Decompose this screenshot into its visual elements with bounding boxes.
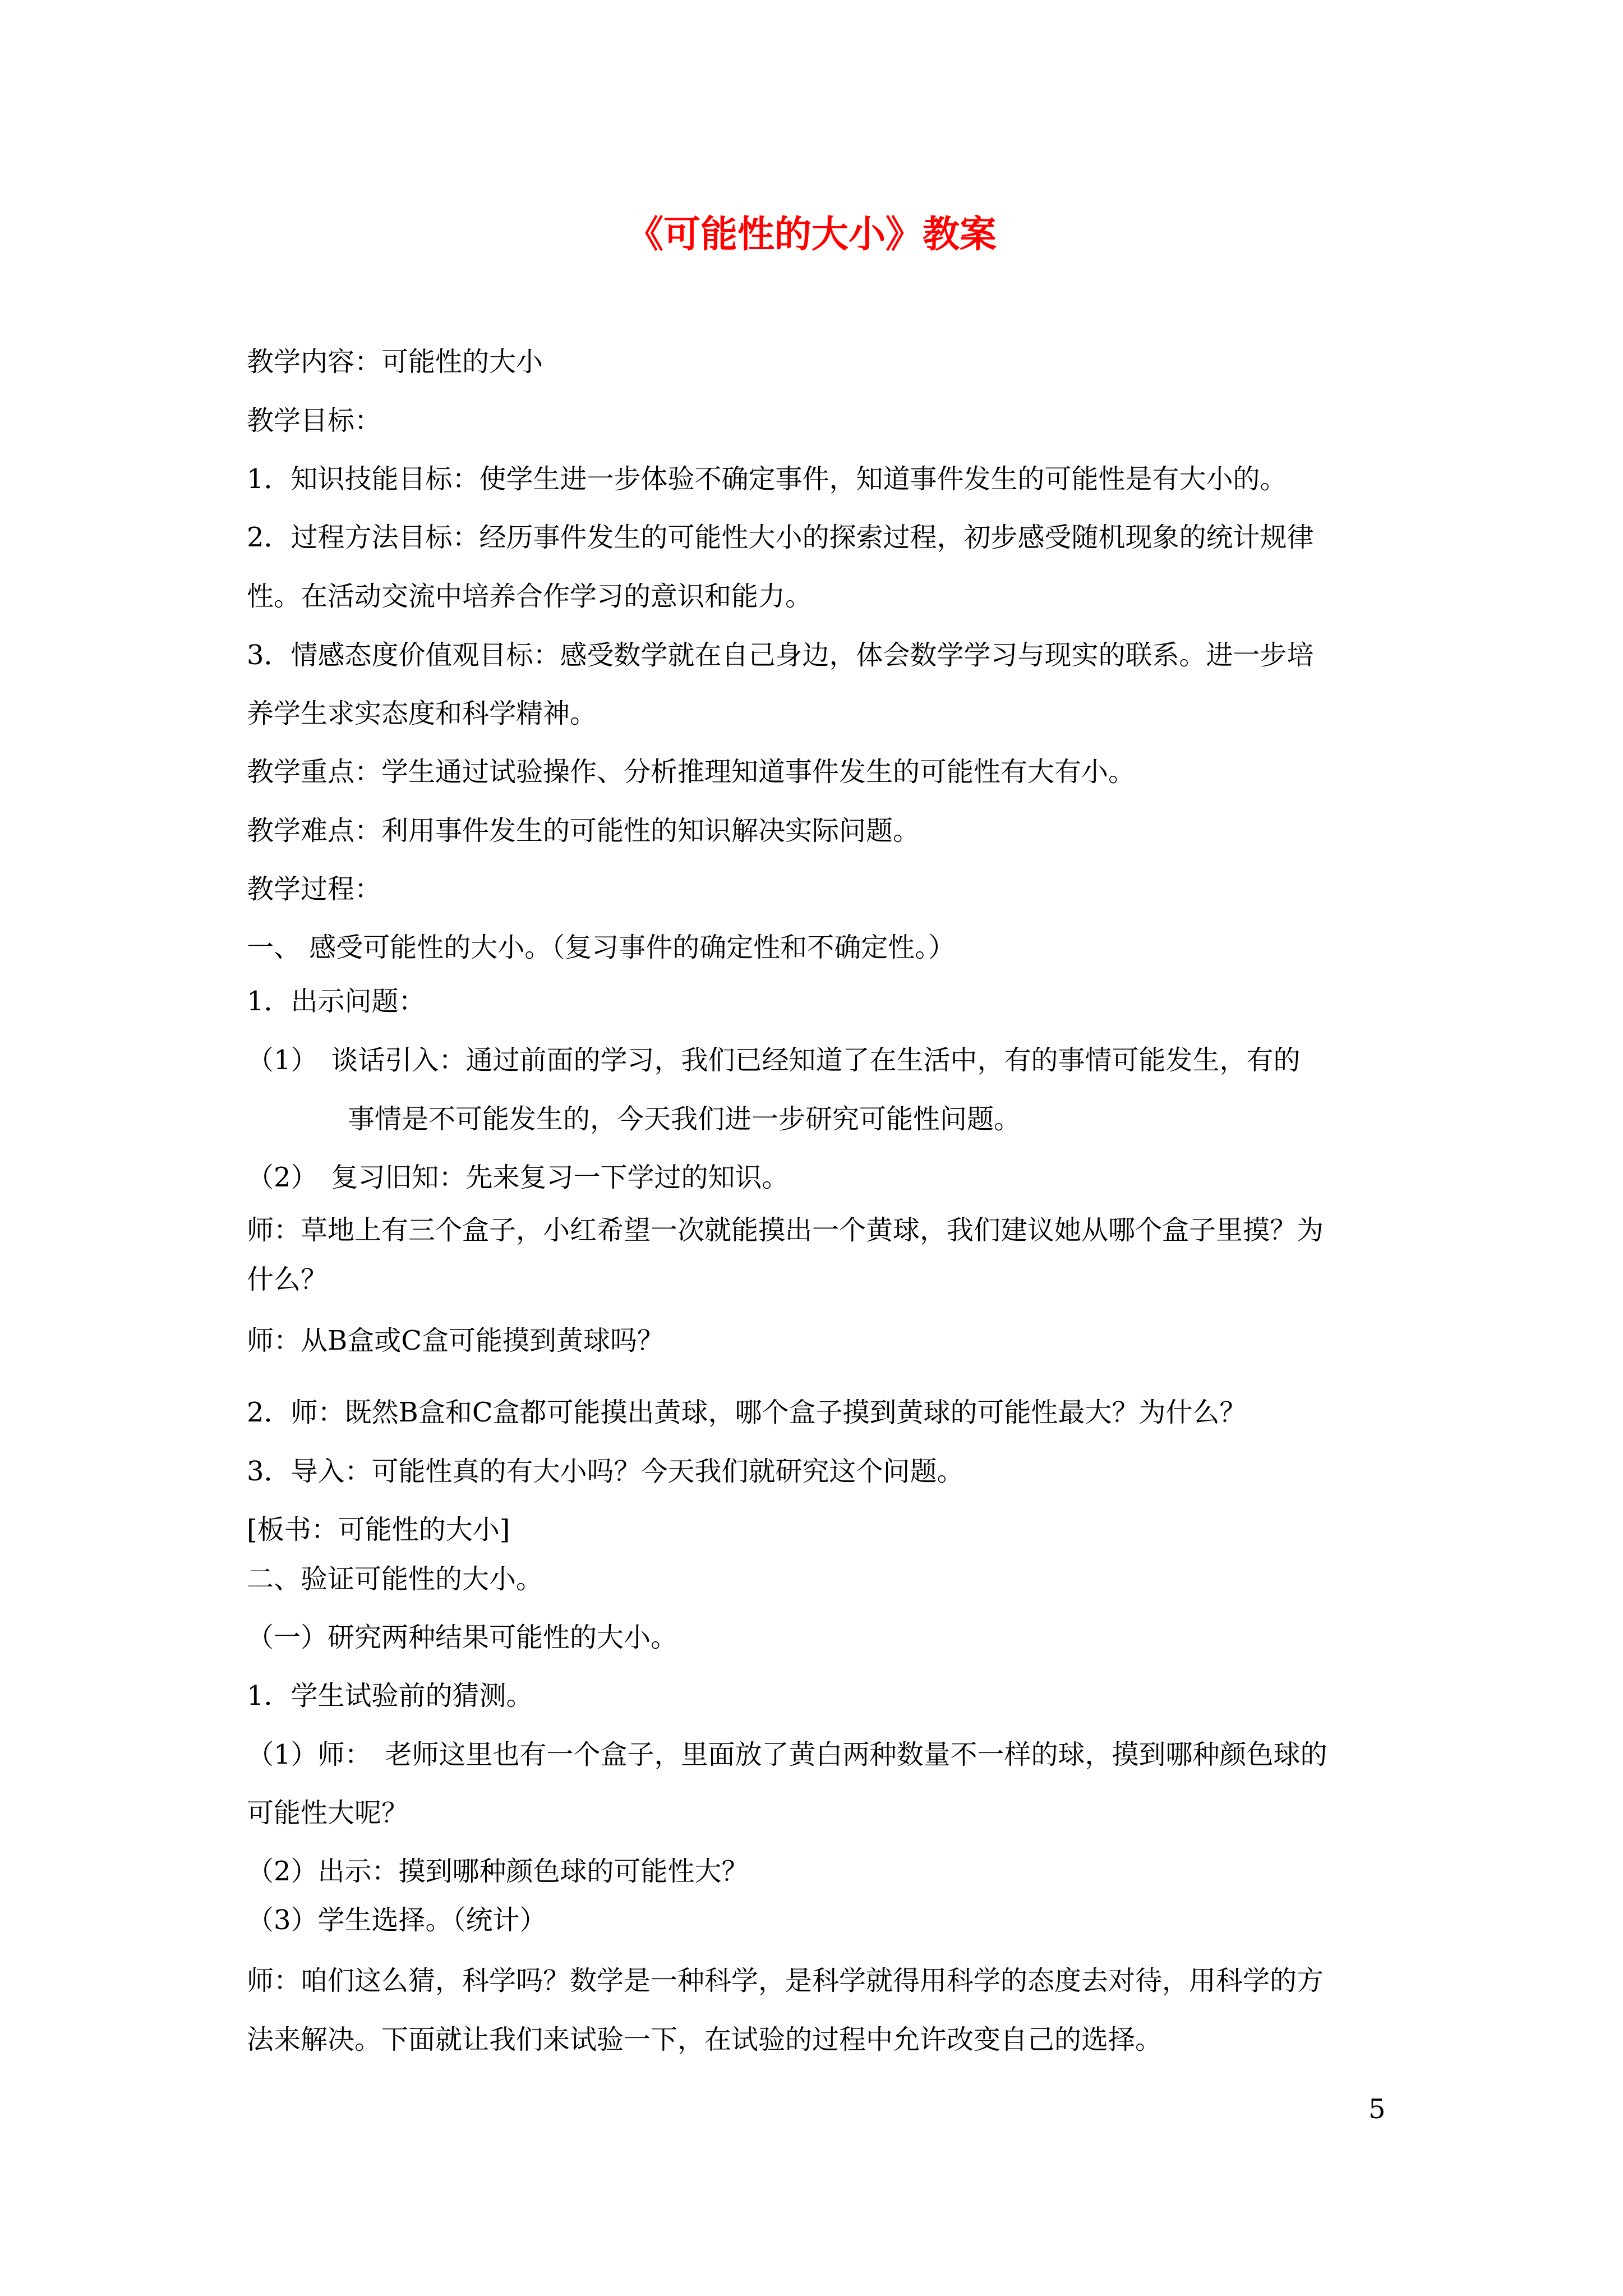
- text-line: 3．情感态度价值观目标：感受数学就在自己身边，体会数学学习与现实的联系。进一步培: [247, 639, 1314, 671]
- text-line: 1．学生试验前的猜测。: [247, 1680, 533, 1711]
- text-line: 师：从B盒或C盒可能摸到黄球吗？: [247, 1325, 665, 1356]
- text-line: 教学内容：可能性的大小: [247, 346, 543, 378]
- text-line: 1．出示问题：: [247, 986, 426, 1017]
- text-line: 教学目标：: [247, 405, 382, 436]
- text-line: 养学生求实态度和科学精神。: [247, 698, 597, 729]
- text-line: 师：草地上有三个盒子，小红希望一次就能摸出一个黄球，我们建议她从哪个盒子里摸？为: [247, 1214, 1324, 1246]
- document-title: 《可能性的大小》教案: [626, 212, 997, 256]
- text-line: 2．过程方法目标：经历事件发生的可能性大小的探索过程，初步感受随机现象的统计规律: [247, 522, 1314, 553]
- text-line: 师：咱们这么猜，科学吗？数学是一种科学，是科学就得用科学的态度去对待，用科学的方: [247, 1965, 1324, 1996]
- text-line: 2．师：既然B盒和C盒都可能摸出黄球，哪个盒子摸到黄球的可能性最大？为什么？: [247, 1397, 1247, 1428]
- text-line: 可能性大呢？: [247, 1797, 409, 1829]
- page-number: 5: [1368, 2093, 1386, 2125]
- text-line: 什么？: [247, 1264, 328, 1295]
- text-line: （2） 复习旧知：先来复习一下学过的知识。: [247, 1162, 789, 1193]
- text-line: 1．知识技能目标：使学生进一步体验不确定事件，知道事件发生的可能性是有大小的。: [247, 463, 1287, 495]
- section-heading: 二、验证可能性的大小。: [247, 1563, 543, 1595]
- text-line: 性。在活动交流中培养合作学习的意识和能力。: [247, 581, 813, 612]
- text-line: [板书：可能性的大小]: [247, 1514, 510, 1545]
- text-line: 法来解决。下面就让我们来试验一下，在试验的过程中允许改变自己的选择。: [247, 2024, 1163, 2055]
- section-heading: 一、 感受可能性的大小。（复习事件的确定性和不确定性。）: [247, 932, 956, 963]
- text-line: （3）学生选择。（统计）: [247, 1904, 547, 1936]
- text-line: 教学难点：利用事件发生的可能性的知识解决实际问题。: [247, 815, 920, 846]
- text-line: （2）出示：摸到哪种颜色球的可能性大？: [247, 1856, 749, 1887]
- text-line: 事情是不可能发生的，今天我们进一步研究可能性问题。: [348, 1103, 1021, 1135]
- text-line: 教学过程：: [247, 873, 382, 905]
- text-line: （1） 谈话引入：通过前面的学习，我们已经知道了在生活中，有的事情可能发生，有的: [247, 1045, 1301, 1076]
- text-line: 3．导入：可能性真的有大小吗？今天我们就研究这个问题。: [247, 1456, 964, 1487]
- subsection-heading: （一）研究两种结果可能性的大小。: [247, 1622, 678, 1653]
- text-line: （1）师： 老师这里也有一个盒子，里面放了黄白两种数量不一样的球，摸到哪种颜色球的: [247, 1739, 1327, 1770]
- text-line: 教学重点：学生通过试验操作、分析推理知道事件发生的可能性有大有小。: [247, 756, 1136, 788]
